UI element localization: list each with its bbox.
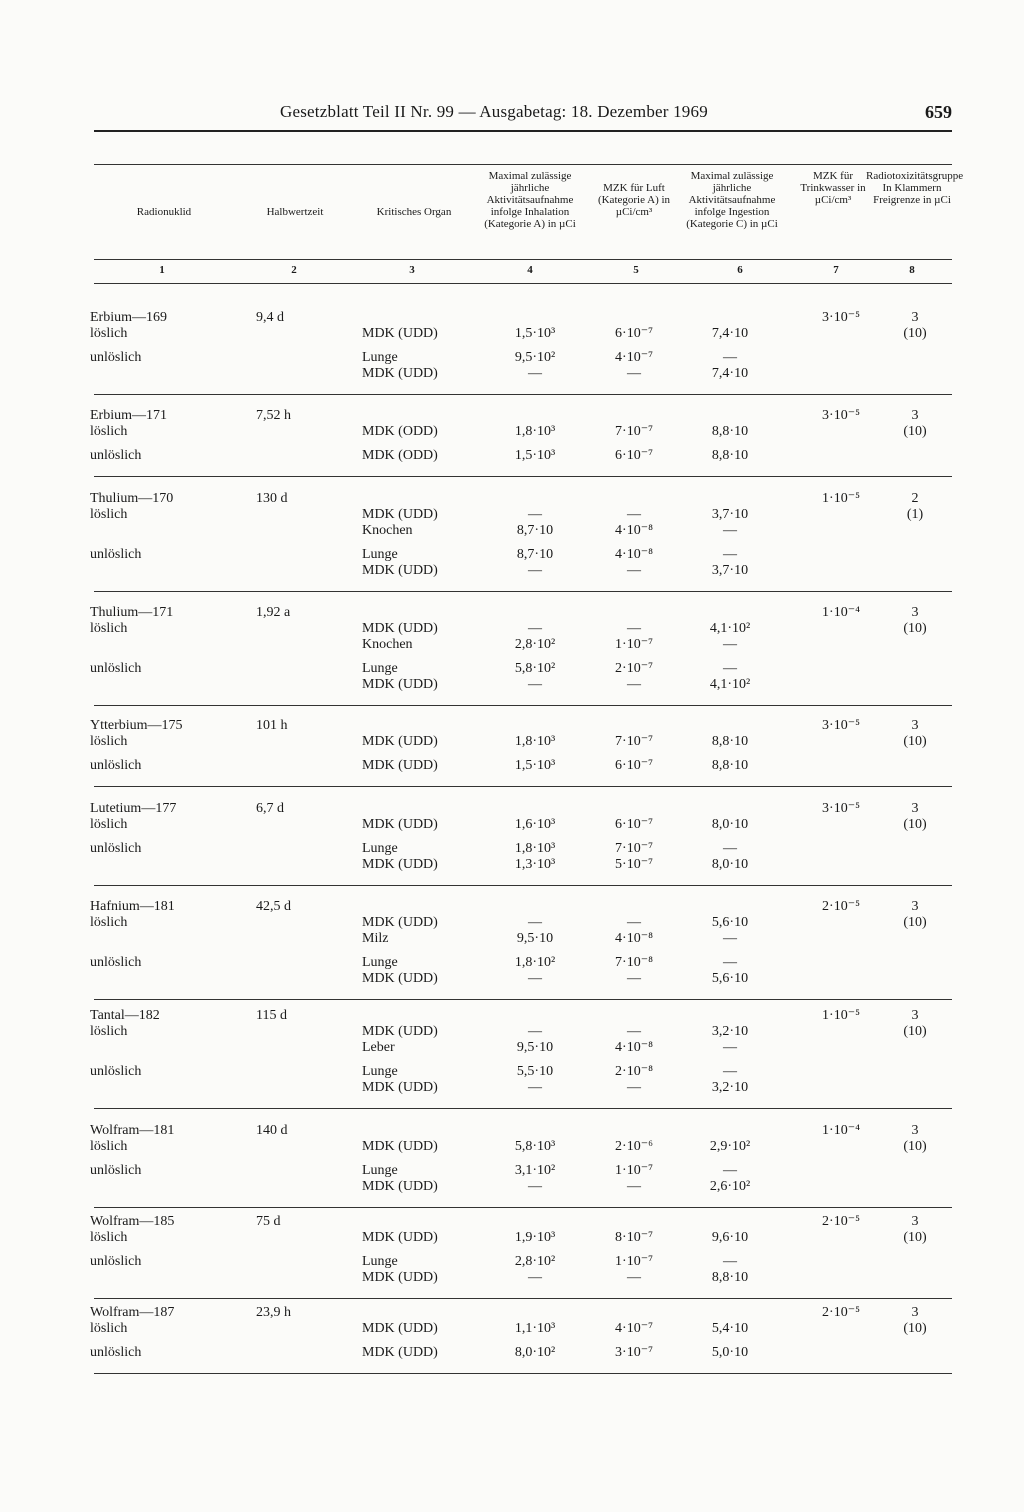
ingestion-intake: 3,7·10	[711, 507, 749, 522]
half-life: 6,7 d	[256, 801, 284, 816]
ingestion-intake: 2,9·10²	[709, 1139, 751, 1154]
solubility-label: unlöslich	[90, 661, 142, 676]
inhalation-intake: —	[528, 971, 542, 986]
half-life: 7,52 h	[256, 408, 291, 423]
critical-organ: MDK (ODD)	[362, 448, 438, 463]
group-separator	[94, 476, 952, 477]
solubility-label: löslich	[90, 1024, 128, 1039]
inhalation-intake: —	[528, 366, 542, 381]
critical-organ: Milz	[362, 931, 389, 946]
column-number-2: 2	[291, 264, 297, 276]
mzk-water: 3·10⁻⁵	[822, 801, 860, 816]
ingestion-intake: —	[723, 350, 737, 365]
mzk-air: 6·10⁻⁷	[615, 758, 653, 773]
solubility-label: unlöslich	[90, 758, 142, 773]
toxicity-group: 3	[911, 801, 919, 816]
inhalation-intake: 1,9·10³	[514, 1230, 556, 1245]
mzk-air: —	[627, 507, 641, 522]
critical-organ: MDK (UDD)	[362, 758, 438, 773]
mzk-air: 2·10⁻⁷	[615, 661, 653, 676]
critical-organ: MDK (UDD)	[362, 366, 438, 381]
inhalation-intake: 2,8·10²	[514, 637, 556, 652]
inhalation-intake: 8,7·10	[516, 523, 554, 538]
inhalation-intake: —	[528, 621, 542, 636]
mzk-air: —	[627, 1179, 641, 1194]
ingestion-intake: —	[723, 523, 737, 538]
column-header-4: Maximal zulässige jährliche Aktivitätsaufnahme infolge Inhalation (Kategorie A) in µCi	[484, 170, 576, 230]
mzk-water: 2·10⁻⁵	[822, 1305, 860, 1320]
mzk-air: 4·10⁻⁸	[615, 931, 653, 946]
solubility-label: löslich	[90, 507, 128, 522]
toxicity-group: 2	[911, 491, 919, 506]
ingestion-intake: 4,1·10²	[709, 621, 751, 636]
mzk-air: 6·10⁻⁷	[615, 817, 653, 832]
toxicity-group: 3	[911, 605, 919, 620]
mzk-air: 8·10⁻⁷	[615, 1230, 653, 1245]
exemption-limit: (1)	[906, 507, 924, 522]
ingestion-intake: 8,8·10	[711, 758, 749, 773]
inhalation-intake: —	[528, 915, 542, 930]
mzk-water: 1·10⁻⁵	[822, 491, 860, 506]
mzk-air: 4·10⁻⁸	[615, 523, 653, 538]
ingestion-intake: —	[723, 955, 737, 970]
inhalation-intake: 1,8·10²	[514, 955, 556, 970]
nuclide-name: Tantal—182	[90, 1008, 160, 1023]
mzk-air: —	[627, 677, 641, 692]
column-header-7: MZK für Trinkwasser in µCi/cm³	[800, 170, 866, 206]
ingestion-intake: —	[723, 1064, 737, 1079]
group-separator	[94, 591, 952, 592]
ingestion-intake: 3,2·10	[711, 1080, 749, 1095]
toxicity-group: 3	[911, 1123, 919, 1138]
column-number-7: 7	[833, 264, 839, 276]
critical-organ: MDK (UDD)	[362, 1179, 438, 1194]
column-number-5: 5	[633, 264, 639, 276]
group-separator	[94, 999, 952, 1000]
column-header-6: Maximal zulässige jährliche Aktivitätsaufnahme infolge Ingestion (Kategorie C) in µCi	[686, 170, 778, 230]
toxicity-group: 3	[911, 1008, 919, 1023]
header-rule	[94, 259, 952, 260]
inhalation-intake: 3,1·10²	[514, 1163, 556, 1178]
solubility-label: unlöslich	[90, 841, 142, 856]
inhalation-intake: 9,5·10	[516, 1040, 554, 1055]
ingestion-intake: —	[723, 1040, 737, 1055]
inhalation-intake: 1,8·10³	[514, 424, 556, 439]
solubility-label: löslich	[90, 326, 128, 341]
inhalation-intake: 1,3·10³	[514, 857, 556, 872]
solubility-label: löslich	[90, 621, 128, 636]
solubility-label: unlöslich	[90, 448, 142, 463]
mzk-air: 1·10⁻⁷	[615, 1254, 653, 1269]
group-separator	[94, 394, 952, 395]
exemption-limit: (10)	[903, 1024, 927, 1039]
mzk-air: —	[627, 1024, 641, 1039]
inhalation-intake: —	[528, 1024, 542, 1039]
column-header-1: Radionuklid	[136, 206, 192, 218]
inhalation-intake: —	[528, 677, 542, 692]
critical-organ: Lunge	[362, 955, 398, 970]
mzk-air: 1·10⁻⁷	[615, 1163, 653, 1178]
group-separator	[94, 1108, 952, 1109]
critical-organ: MDK (UDD)	[362, 817, 438, 832]
mzk-water: 1·10⁻⁵	[822, 1008, 860, 1023]
solubility-label: unlöslich	[90, 350, 142, 365]
ingestion-intake: —	[723, 1163, 737, 1178]
inhalation-intake: 1,5·10³	[514, 326, 556, 341]
mzk-water: 2·10⁻⁵	[822, 1214, 860, 1229]
inhalation-intake: —	[528, 1080, 542, 1095]
column-number-1: 1	[159, 264, 165, 276]
critical-organ: Lunge	[362, 1254, 398, 1269]
ingestion-intake: 9,6·10	[711, 1230, 749, 1245]
group-separator	[94, 885, 952, 886]
critical-organ: MDK (UDD)	[362, 677, 438, 692]
half-life: 115 d	[256, 1008, 287, 1023]
mzk-air: —	[627, 1080, 641, 1095]
mzk-air: 6·10⁻⁷	[615, 448, 653, 463]
group-separator	[94, 705, 952, 706]
nuclide-name: Thulium—171	[90, 605, 174, 620]
column-number-rule	[94, 283, 952, 284]
solubility-label: unlöslich	[90, 1064, 142, 1079]
ingestion-intake: 4,1·10²	[709, 677, 751, 692]
half-life: 23,9 h	[256, 1305, 291, 1320]
mzk-air: 5·10⁻⁷	[615, 857, 653, 872]
toxicity-group: 3	[911, 1214, 919, 1229]
critical-organ: MDK (UDD)	[362, 971, 438, 986]
column-header-8: Radiotoxizitätsgruppe In Klammern Freigrenze in µCi	[866, 170, 964, 206]
ingestion-intake: 2,6·10²	[709, 1179, 751, 1194]
nuclide-name: Thulium—170	[90, 491, 174, 506]
solubility-label: unlöslich	[90, 1254, 142, 1269]
solubility-label: löslich	[90, 1230, 128, 1245]
inhalation-intake: 5,8·10³	[514, 1139, 556, 1154]
mzk-water: 3·10⁻⁵	[822, 718, 860, 733]
inhalation-intake: —	[528, 563, 542, 578]
header-title: Gesetzblatt Teil II Nr. 99 — Ausgabetag: 18. Dezember 1969	[280, 102, 708, 121]
critical-organ: MDK (UDD)	[362, 326, 438, 341]
mzk-air: 7·10⁻⁸	[615, 955, 653, 970]
mzk-water: 3·10⁻⁵	[822, 408, 860, 423]
ingestion-intake: —	[723, 661, 737, 676]
mzk-air: 4·10⁻⁷	[615, 1321, 653, 1336]
critical-organ: Lunge	[362, 1163, 398, 1178]
inhalation-intake: 9,5·10	[516, 931, 554, 946]
solubility-label: unlöslich	[90, 1345, 142, 1360]
critical-organ: MDK (UDD)	[362, 1230, 438, 1245]
mzk-air: 2·10⁻⁶	[615, 1139, 653, 1154]
group-separator	[94, 1207, 952, 1208]
inhalation-intake: —	[528, 1270, 542, 1285]
mzk-air: 4·10⁻⁷	[615, 350, 653, 365]
mzk-air: —	[627, 366, 641, 381]
nuclide-name: Lutetium—177	[90, 801, 177, 816]
ingestion-intake: 5,0·10	[711, 1345, 749, 1360]
inhalation-intake: —	[528, 507, 542, 522]
half-life: 130 d	[256, 491, 288, 506]
mzk-air: 4·10⁻⁸	[615, 1040, 653, 1055]
toxicity-group: 3	[911, 1305, 919, 1320]
mzk-air: 4·10⁻⁸	[615, 547, 653, 562]
mzk-air: —	[627, 915, 641, 930]
critical-organ: MDK (UDD)	[362, 563, 438, 578]
column-number-4: 4	[527, 264, 533, 276]
exemption-limit: (10)	[903, 915, 927, 930]
page-number: 659	[925, 102, 952, 122]
critical-organ: MDK (UDD)	[362, 1024, 438, 1039]
ingestion-intake: 8,8·10	[711, 448, 749, 463]
critical-organ: Lunge	[362, 661, 398, 676]
ingestion-intake: 5,4·10	[711, 1321, 749, 1336]
table-top-rule	[94, 164, 952, 165]
critical-organ: MDK (UDD)	[362, 1321, 438, 1336]
column-number-3: 3	[409, 264, 415, 276]
ingestion-intake: —	[723, 931, 737, 946]
nuclide-name: Hafnium—181	[90, 899, 175, 914]
group-separator	[94, 1298, 952, 1299]
critical-organ: Lunge	[362, 547, 398, 562]
inhalation-intake: 1,5·10³	[514, 758, 556, 773]
mzk-air: 7·10⁻⁷	[615, 734, 653, 749]
ingestion-intake: 8,0·10	[711, 817, 749, 832]
ingestion-intake: —	[723, 637, 737, 652]
ingestion-intake: 3,2·10	[711, 1024, 749, 1039]
exemption-limit: (10)	[903, 1139, 927, 1154]
ingestion-intake: 7,4·10	[711, 326, 749, 341]
half-life: 140 d	[256, 1123, 288, 1138]
solubility-label: löslich	[90, 817, 128, 832]
nuclide-name: Wolfram—185	[90, 1214, 175, 1229]
mzk-water: 2·10⁻⁵	[822, 899, 860, 914]
toxicity-group: 3	[911, 310, 919, 325]
group-separator	[94, 1373, 952, 1374]
ingestion-intake: 5,6·10	[711, 971, 749, 986]
half-life: 75 d	[256, 1214, 281, 1229]
critical-organ: Lunge	[362, 1064, 398, 1079]
inhalation-intake: 2,8·10²	[514, 1254, 556, 1269]
solubility-label: löslich	[90, 734, 128, 749]
page-header	[94, 98, 952, 132]
inhalation-intake: 5,5·10	[516, 1064, 554, 1079]
column-number-6: 6	[737, 264, 743, 276]
critical-organ: MDK (UDD)	[362, 1345, 438, 1360]
mzk-air: —	[627, 1270, 641, 1285]
ingestion-intake: —	[723, 1254, 737, 1269]
half-life: 9,4 d	[256, 310, 284, 325]
inhalation-intake: 1,1·10³	[514, 1321, 556, 1336]
inhalation-intake: 1,6·10³	[514, 817, 556, 832]
ingestion-intake: —	[723, 841, 737, 856]
mzk-air: 3·10⁻⁷	[615, 1345, 653, 1360]
group-separator	[94, 786, 952, 787]
column-header-2: Halbwertzeit	[266, 206, 324, 218]
inhalation-intake: 8,0·10²	[514, 1345, 556, 1360]
solubility-label: löslich	[90, 1321, 128, 1336]
mzk-air: 7·10⁻⁷	[615, 424, 653, 439]
exemption-limit: (10)	[903, 1321, 927, 1336]
solubility-label: löslich	[90, 1139, 128, 1154]
mzk-water: 1·10⁻⁴	[822, 605, 860, 620]
critical-organ: MDK (UDD)	[362, 1270, 438, 1285]
nuclide-name: Ytterbium—175	[90, 718, 183, 733]
exemption-limit: (10)	[903, 326, 927, 341]
critical-organ: MDK (UDD)	[362, 1139, 438, 1154]
critical-organ: MDK (UDD)	[362, 915, 438, 930]
mzk-air: 7·10⁻⁷	[615, 841, 653, 856]
column-header-3: Kritisches Organ	[376, 206, 452, 218]
inhalation-intake: —	[528, 1179, 542, 1194]
critical-organ: Lunge	[362, 841, 398, 856]
ingestion-intake: 8,0·10	[711, 857, 749, 872]
solubility-label: unlöslich	[90, 955, 142, 970]
inhalation-intake: 8,7·10	[516, 547, 554, 562]
column-number-8: 8	[909, 264, 915, 276]
ingestion-intake: 8,8·10	[711, 424, 749, 439]
critical-organ: MDK (ODD)	[362, 424, 438, 439]
solubility-label: unlöslich	[90, 547, 142, 562]
critical-organ: Knochen	[362, 637, 413, 652]
critical-organ: Lunge	[362, 350, 398, 365]
solubility-label: löslich	[90, 915, 128, 930]
mzk-air: 2·10⁻⁸	[615, 1064, 653, 1079]
mzk-water: 1·10⁻⁴	[822, 1123, 860, 1138]
mzk-air: 6·10⁻⁷	[615, 326, 653, 341]
critical-organ: Leber	[362, 1040, 395, 1055]
mzk-air: 1·10⁻⁷	[615, 637, 653, 652]
critical-organ: MDK (UDD)	[362, 507, 438, 522]
ingestion-intake: 8,8·10	[711, 1270, 749, 1285]
nuclide-name: Erbium—171	[90, 408, 167, 423]
inhalation-intake: 9,5·10²	[514, 350, 556, 365]
solubility-label: unlöslich	[90, 1163, 142, 1178]
critical-organ: MDK (UDD)	[362, 857, 438, 872]
toxicity-group: 3	[911, 718, 919, 733]
inhalation-intake: 1,8·10³	[514, 841, 556, 856]
inhalation-intake: 5,8·10²	[514, 661, 556, 676]
critical-organ: MDK (UDD)	[362, 621, 438, 636]
ingestion-intake: 7,4·10	[711, 366, 749, 381]
exemption-limit: (10)	[903, 1230, 927, 1245]
nuclide-name: Erbium—169	[90, 310, 167, 325]
half-life: 42,5 d	[256, 899, 291, 914]
toxicity-group: 3	[911, 408, 919, 423]
ingestion-intake: 8,8·10	[711, 734, 749, 749]
nuclide-name: Wolfram—187	[90, 1305, 175, 1320]
critical-organ: MDK (UDD)	[362, 734, 438, 749]
column-header-5: MZK für Luft (Kategorie A) in µCi/cm³	[597, 182, 671, 218]
inhalation-intake: 1,5·10³	[514, 448, 556, 463]
critical-organ: MDK (UDD)	[362, 1080, 438, 1095]
ingestion-intake: 5,6·10	[711, 915, 749, 930]
ingestion-intake: —	[723, 547, 737, 562]
exemption-limit: (10)	[903, 817, 927, 832]
solubility-label: löslich	[90, 424, 128, 439]
inhalation-intake: 1,8·10³	[514, 734, 556, 749]
nuclide-name: Wolfram—181	[90, 1123, 175, 1138]
exemption-limit: (10)	[903, 734, 927, 749]
toxicity-group: 3	[911, 899, 919, 914]
exemption-limit: (10)	[903, 424, 927, 439]
ingestion-intake: 3,7·10	[711, 563, 749, 578]
half-life: 1,92 a	[256, 605, 291, 620]
half-life: 101 h	[256, 718, 288, 733]
critical-organ: Knochen	[362, 523, 413, 538]
mzk-air: —	[627, 621, 641, 636]
mzk-water: 3·10⁻⁵	[822, 310, 860, 325]
mzk-air: —	[627, 563, 641, 578]
mzk-air: —	[627, 971, 641, 986]
exemption-limit: (10)	[903, 621, 927, 636]
